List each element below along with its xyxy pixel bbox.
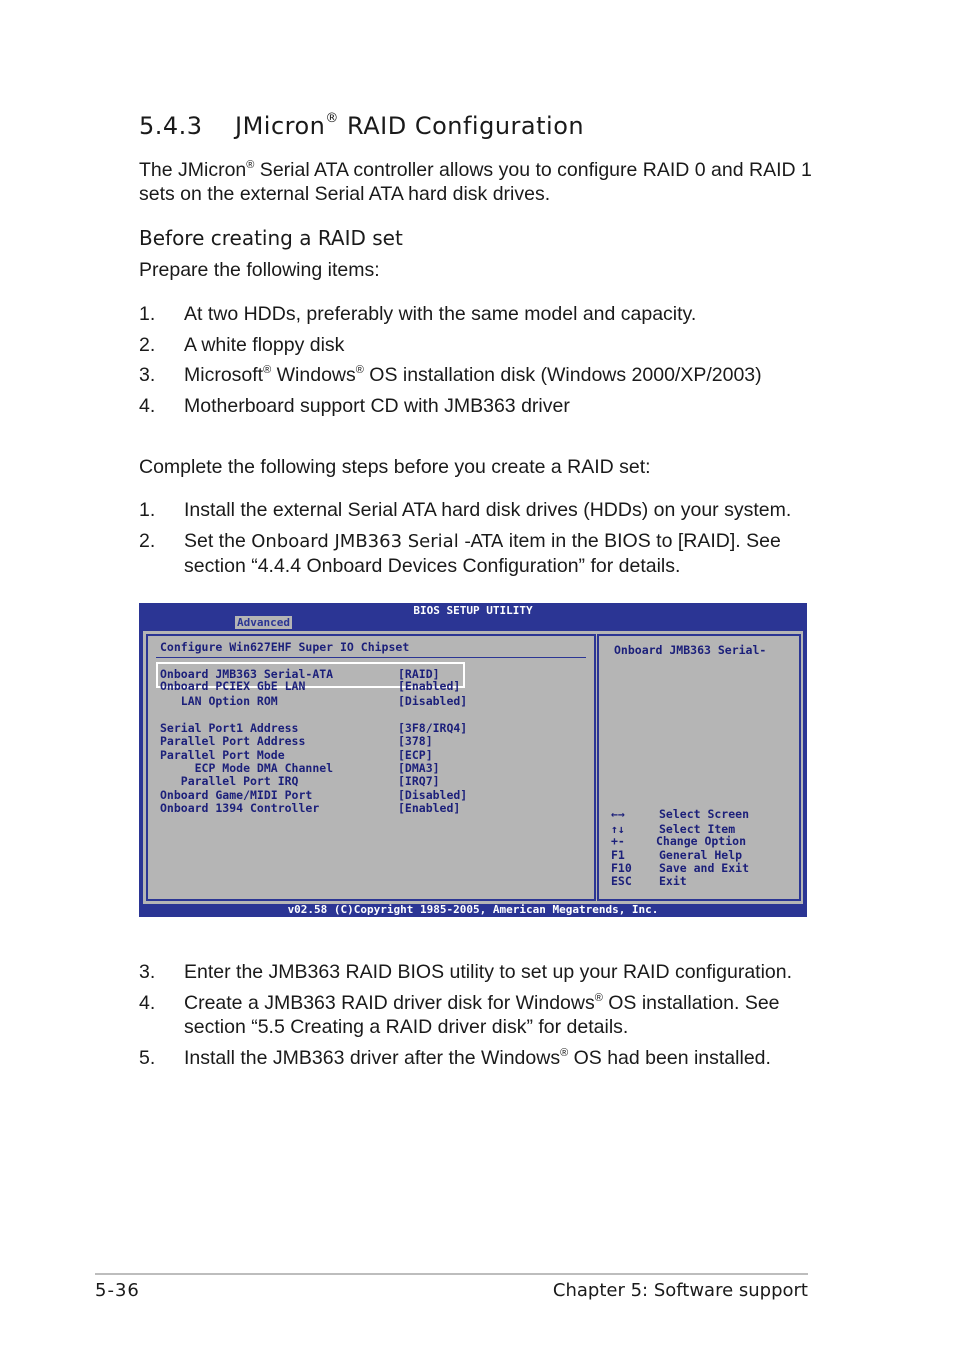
bios-option-row[interactable]: Onboard Game/MIDI Port [Disabled] bbox=[160, 788, 468, 802]
bios-option-row[interactable]: Onboard JMB363 Serial-ATA [RAID] bbox=[160, 667, 440, 681]
arrow-up-down-icon: ↑↓ bbox=[611, 822, 625, 836]
footer-divider bbox=[95, 1273, 808, 1275]
step-item: 2. Set the Onboard JMB363 Serial -ATA item in the BIOS to [RAID]. See section “4.4.4 Onboard Devices Configuration” for details. bbox=[139, 530, 781, 577]
bios-footer: v02.58 (C)Copyright 1985-2005, American Megatrends, Inc. bbox=[287, 903, 659, 916]
list-item: 1. At two HDDs, preferably with the same model and capacity. bbox=[139, 303, 697, 325]
bios-option-row[interactable]: Serial Port1 Address [3F8/IRQ4] bbox=[160, 721, 468, 735]
complete-text: Complete the following steps before you create a RAID set: bbox=[139, 456, 651, 478]
bios-option-row[interactable]: Parallel Port IRQ [IRQ7] bbox=[160, 774, 440, 788]
help-text: Onboard JMB363 Serial- bbox=[614, 643, 767, 657]
bios-option-row[interactable]: ECP Mode DMA Channel [DMA3] bbox=[160, 761, 440, 775]
list-item: 2. A white floppy disk bbox=[139, 334, 345, 356]
bios-settings-panel bbox=[146, 634, 596, 901]
bios-help-panel: Onboard JMB363 Serial- ←→ Select Screen ↑↓ Select Item +- Change Option F1 General Help F10 Save and Exit ESC Exit bbox=[597, 634, 801, 901]
step-item: 5. Install the JMB363 driver after the Windows® OS had been installed. bbox=[139, 1047, 771, 1069]
bios-title: BIOS SETUP UTILITY bbox=[413, 604, 533, 617]
section-number: 5.4.3 bbox=[139, 112, 203, 140]
prepare-text: Prepare the following items: bbox=[139, 259, 380, 281]
step-item: 1. Install the external Serial ATA hard disk drives (HDDs) on your system. bbox=[139, 499, 792, 521]
bios-item-name: Onboard JMB363 Serial -ATA bbox=[251, 531, 504, 552]
page-number: 5-36 bbox=[95, 1280, 140, 1301]
bios-option-row[interactable]: Parallel Port Mode [ECP] bbox=[160, 748, 433, 762]
chapter-title: Chapter 5: Software support bbox=[552, 1280, 808, 1301]
bios-panel-header: Configure Win627EHF Super IO Chipset bbox=[160, 640, 410, 654]
intro-paragraph: The JMicron® Serial ATA controller allows you to configure RAID 0 and RAID 1 sets on the external Serial ATA hard disk drives. bbox=[139, 159, 812, 205]
divider bbox=[156, 657, 586, 658]
bios-main-panel bbox=[143, 631, 803, 904]
step-item: 4. Create a JMB363 RAID driver disk for Windows® OS installation. See section “5.5 Creating a RAID driver disk” for details. bbox=[139, 992, 780, 1038]
list-item: 4. Motherboard support CD with JMB363 driver bbox=[139, 395, 570, 417]
arrow-left-right-icon: ←→ bbox=[611, 807, 625, 821]
step-item: 3. Enter the JMB363 RAID BIOS utility to set up your RAID configuration. bbox=[139, 961, 793, 983]
bios-screenshot bbox=[139, 603, 807, 917]
bios-option-row[interactable]: Onboard PCIEX GbE LAN [Enabled] bbox=[160, 679, 461, 693]
bios-option-row[interactable]: LAN Option ROM [Disabled] bbox=[160, 694, 468, 708]
tab-advanced[interactable]: Advanced bbox=[237, 616, 290, 629]
section-title: 5.4.3 JMicron® RAID Configuration bbox=[139, 111, 585, 140]
list-item: 3. Microsoft® Windows® OS installation disk (Windows 2000/XP/2003) bbox=[139, 364, 762, 386]
bios-option-row[interactable]: Parallel Port Address [378] bbox=[160, 734, 433, 748]
subsection-heading: Before creating a RAID set bbox=[139, 226, 403, 250]
bios-option-row[interactable]: Onboard 1394 Controller [Enabled] bbox=[160, 801, 461, 815]
